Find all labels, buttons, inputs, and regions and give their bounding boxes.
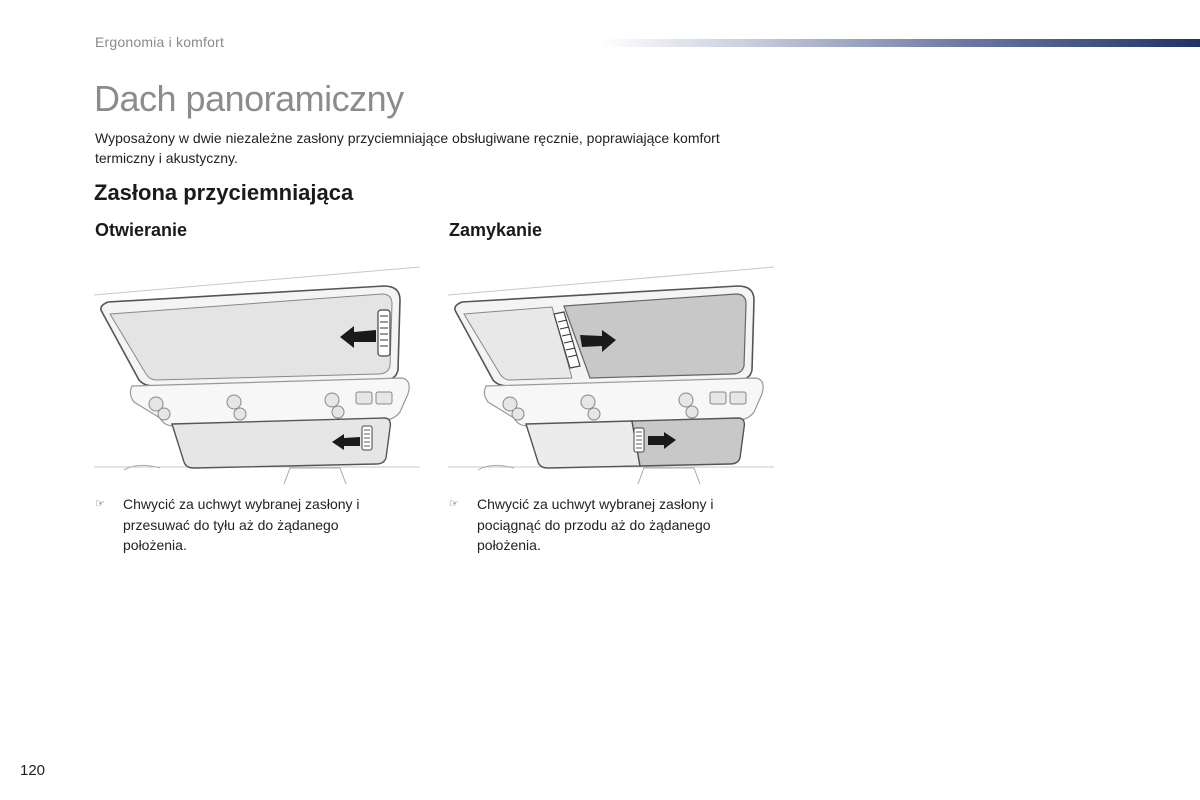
section-header-label: Ergonomia i komfort <box>95 34 225 50</box>
closing-sunroof-illustration <box>448 262 776 484</box>
intro-text: Wyposażony w dwie niezależne zasłony przyciemniające obsługiwane ręcznie, poprawiające komfort termiczny i akustyczny. <box>95 130 720 166</box>
instruction-opening <box>95 494 405 556</box>
subsection-title: Zasłona przyciemniająca <box>94 180 354 205</box>
pointing-hand-icon: ☞ <box>449 498 459 510</box>
instruction-opening-text: Chwycić za uchwyt wybranej zasłony i przesuwać do tyłu aż do żądanego położenia. <box>123 496 360 553</box>
instruction-closing <box>449 494 759 556</box>
opening-sunroof-illustration <box>94 262 422 484</box>
pointing-hand-icon: ☞ <box>95 498 105 510</box>
page-title: Dach panoramiczny <box>94 78 404 119</box>
column-title-opening: Otwieranie <box>95 220 188 240</box>
column-title-closing: Zamykanie <box>449 220 543 240</box>
page-number: 120 <box>20 762 46 779</box>
instruction-closing-text: Chwycić za uchwyt wybranej zasłony i pociągnąć do przodu aż do żądanego położenia. <box>477 496 714 553</box>
header-gradient-bar <box>600 39 1200 47</box>
